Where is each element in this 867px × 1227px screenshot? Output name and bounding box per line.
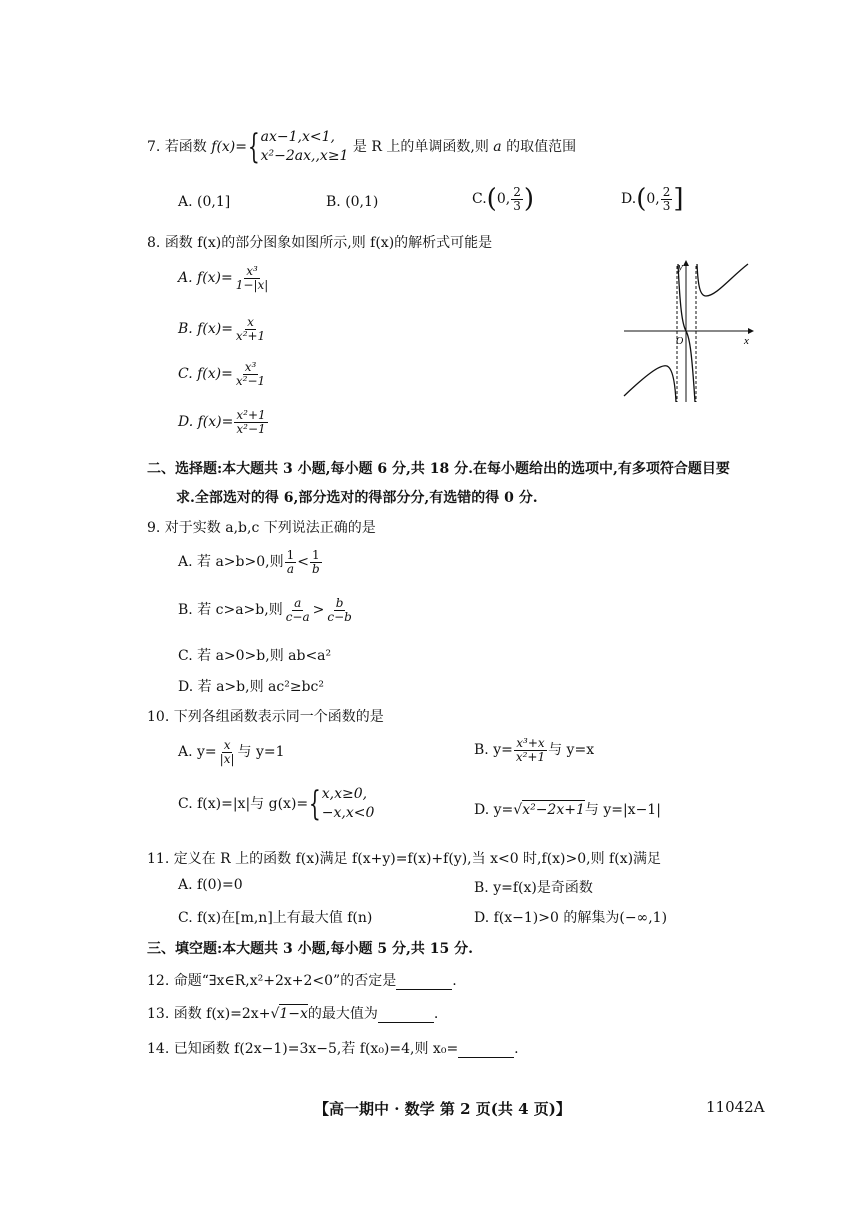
q9-option-d: D. 若 a>b,则 ac²≥bc²	[178, 679, 324, 695]
question-8: 8. 函数 f(x)的部分图象如图所示,则 f(x)的解析式可能是	[147, 235, 493, 251]
page-footer: 【高一期中 · 数学 第 2 页(共 4 页)】	[314, 1100, 571, 1118]
q8-option-a: A. f(x)= $\frac{\text{x³}}{1-|x|}$	[178, 264, 269, 292]
function-graph	[620, 256, 755, 406]
q10-option-a: A. y= $\frac{x}{|x|}$ 与 y=1	[178, 738, 285, 766]
question-10: 10. 下列各组函数表示同一个函数的是	[147, 709, 384, 725]
origin-label: O	[676, 336, 684, 347]
exam-code: 11042A	[706, 1098, 765, 1116]
section-2-header-line2: 求.全部选对的得 6,部分选对的得部分分,有选错的得 0 分.	[176, 490, 538, 506]
x-axis-label: x	[744, 335, 749, 347]
question-11: 11. 定义在 R 上的函数 f(x)满足 f(x+y)=f(x)+f(y),当 x<0 时,f(x)>0,则 f(x)满足	[147, 851, 662, 867]
y-axis-arrow	[683, 260, 689, 266]
piecewise-brace: {	[309, 783, 321, 824]
q8-option-b: B. f(x)= $\frac{x}{\text{x²+1}}$	[178, 315, 266, 343]
q8-option-d: D. f(x)= $\frac{\text{x²+1}}{\text{x²−1}}$	[178, 408, 266, 436]
piecewise-brace: {	[247, 126, 260, 167]
q7-option-b: B. (0,1)	[326, 194, 379, 210]
q7-option-a: A. (0,1]	[178, 194, 231, 210]
y-axis-label: y	[678, 261, 683, 273]
question-13: 13. 函数 f(x)=2x+√1−x的最大值为 .	[147, 1006, 439, 1022]
q10-option-b: B. y= $\frac{\text{x³+x}}{\text{x²+1}}$ 与 y=x	[474, 736, 595, 764]
q11-option-b: B. y=f(x)是奇函数	[474, 880, 593, 896]
curve-right-branch	[697, 264, 748, 296]
q9-option-b: B. 若 c>a>b,则 $\frac{a}{c-a}$ > $\frac{b}{c-b}$	[178, 596, 352, 624]
x-axis-arrow	[748, 328, 754, 334]
question-9: 9. 对于实数 a,b,c 下列说法正确的是	[147, 520, 376, 536]
question-14: 14. 已知函数 f(2x−1)=3x−5,若 f(x₀)=4,则 x₀= .	[147, 1041, 519, 1057]
q10-option-c: C. f(x)=|x|与 g(x)={ x,x≥0, −x,x<0	[178, 783, 375, 824]
q9-option-c: C. 若 a>0>b,则 ab<a²	[178, 648, 332, 664]
q11-option-d: D. f(x−1)>0 的解集为(−∞,1)	[474, 910, 668, 926]
question-12: 12. 命题“∃x∈R,x²+2x+2<0”的否定是 .	[147, 973, 457, 989]
q9-option-a: A. 若 a>b>0,则 $\frac{1}{a}$ < $\frac{1}{b}$	[178, 548, 320, 576]
piecewise-pieces: ax−1,x<1, x²−2ax,,x≥1	[260, 129, 349, 164]
q11-option-a: A. f(0)=0	[178, 877, 243, 893]
q11-option-c: C. f(x)在[m,n]上有最大值 f(n)	[178, 910, 373, 926]
section-3-header: 三、填空题:本大题共 3 小题,每小题 5 分,共 15 分.	[147, 941, 473, 957]
q7-option-d: D.(0, $\frac{2}{3}$ ]	[621, 184, 684, 215]
curve-left-branch	[624, 366, 676, 402]
q7-option-c: C.(0, $\frac{2}{3}$ )	[472, 184, 534, 215]
answer-blank[interactable]	[458, 1045, 514, 1058]
answer-blank[interactable]	[378, 1010, 434, 1023]
q10-option-d: D. y=√x²−2x+1与 y=|x−1|	[474, 802, 661, 818]
q8-option-c: C. f(x)= $\frac{\text{x³}}{\text{x²−1}}$	[178, 360, 266, 388]
answer-blank[interactable]	[396, 977, 452, 990]
question-7: 7. 若函数 f(x)={ ax−1,x<1, x²−2ax,,x≥1 是 R 上的单调函数,则 a 的取值范围	[147, 126, 577, 167]
section-2-header-line1: 二、选择题:本大题共 3 小题,每小题 6 分,共 18 分.在每小题给出的选项中,有多项符合题目要	[147, 461, 730, 477]
